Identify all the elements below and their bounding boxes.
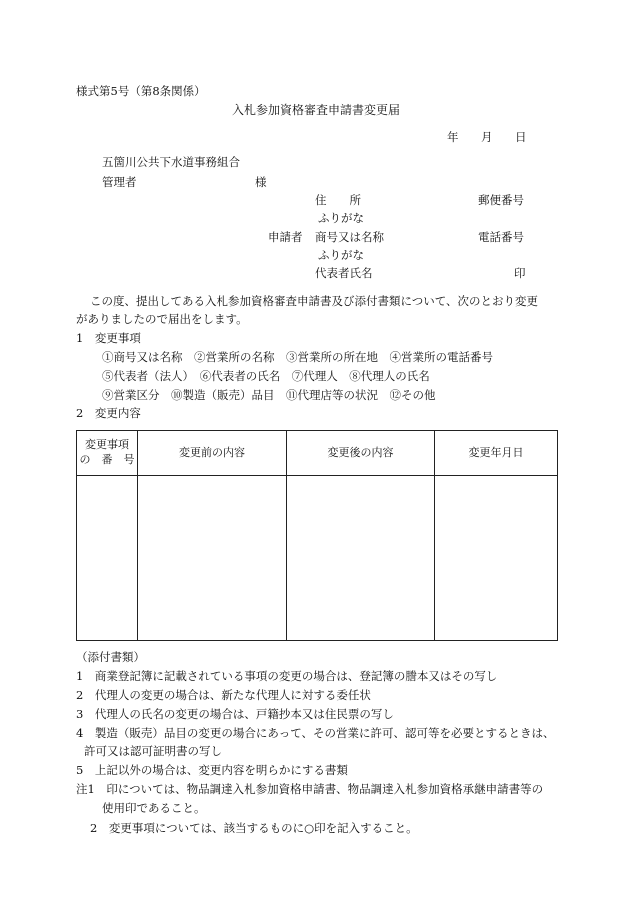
header-item-number-line-2: の 番 号 bbox=[79, 453, 135, 466]
section-1-heading: 1 変更事項 bbox=[76, 331, 141, 345]
date-day: 日 bbox=[515, 130, 527, 144]
applicant-company-label: 商号又は名称 bbox=[315, 230, 384, 244]
applicant-furigana-1: ふりがな bbox=[318, 211, 364, 225]
header-before-content: 変更前の内容 bbox=[138, 431, 287, 476]
recipient-honorific: 様 bbox=[255, 175, 267, 189]
attachment-item-1: 1 商業登記簿に記載されている事項の変更の場合は、登記簿の謄本又はその写し bbox=[76, 669, 498, 683]
change-items-row-3: ⑨営業区分 ⑩製造（販売）品目 ⑪代理店等の状況 ⑫その他 bbox=[102, 388, 436, 402]
header-item-number-line-1: 変更事項 bbox=[85, 438, 129, 452]
note-1-line-2: 使用印であること。 bbox=[102, 801, 206, 815]
table-header-row bbox=[77, 431, 558, 476]
intro-line-2: がありましたので届出をします。 bbox=[76, 312, 248, 326]
applicant-label: 申請者 bbox=[268, 230, 303, 244]
applicant-phone-label: 電話番号 bbox=[478, 230, 524, 244]
recipient-manager: 管理者 bbox=[102, 175, 137, 189]
header-item-number bbox=[77, 431, 138, 476]
note-2: 2 変更事項については、該当するものに○印を記入すること。 bbox=[90, 821, 418, 835]
attachments-heading: （添付書類） bbox=[76, 650, 145, 664]
date-month: 月 bbox=[481, 130, 493, 144]
header-change-date: 変更年月日 bbox=[435, 431, 558, 476]
applicant-representative-label: 代表者氏名 bbox=[315, 266, 373, 280]
cell-before-content[interactable] bbox=[138, 476, 287, 641]
recipient-org: 五箇川公共下水道事務組合 bbox=[102, 155, 240, 169]
change-content-table bbox=[76, 430, 558, 641]
applicant-postal-label: 郵便番号 bbox=[478, 193, 524, 207]
attachment-item-4-line-1: 4 製造（販売）品目の変更の場合にあって、その営業に許可、認可等を必要とするときは、 bbox=[76, 726, 555, 740]
change-items-row-1: ①商号又は名称 ②営業所の名称 ③営業所の所在地 ④営業所の電話番号 bbox=[102, 350, 493, 364]
change-items-row-2: ⑤代表者（法人） ⑥代表者の氏名 ⑦代理人 ⑧代理人の氏名 bbox=[102, 369, 430, 383]
form-number: 様式第5号（第8条関係） bbox=[76, 84, 206, 98]
applicant-furigana-2: ふりがな bbox=[318, 248, 364, 262]
cell-change-date[interactable] bbox=[435, 476, 558, 641]
note-1-line-1: 注1 印については、物品調達入札参加資格申請書、物品調達入札参加資格承継申請書等の bbox=[76, 782, 544, 796]
date-year: 年 bbox=[447, 130, 459, 144]
attachment-item-5: 5 上記以外の場合は、変更内容を明らかにする書類 bbox=[76, 763, 348, 777]
section-2-heading: 2 変更内容 bbox=[76, 406, 141, 420]
attachment-item-2: 2 代理人の変更の場合は、新たな代理人に対する委任状 bbox=[76, 688, 371, 702]
table-row bbox=[77, 476, 558, 641]
attachment-item-4-line-2: 許可又は認可証明書の写し bbox=[84, 744, 222, 758]
cell-after-content[interactable] bbox=[287, 476, 435, 641]
intro-line-1: この度、提出してある入札参加資格審査申請書及び添付書類について、次のとおり変更 bbox=[90, 294, 539, 308]
header-after-content: 変更後の内容 bbox=[287, 431, 435, 476]
seal-mark: 印 bbox=[514, 266, 526, 280]
cell-item-number[interactable] bbox=[77, 476, 138, 641]
applicant-address-label: 住 所 bbox=[315, 193, 361, 207]
document-title: 入札参加資格審査申請書変更届 bbox=[232, 103, 401, 117]
attachment-item-3: 3 代理人の氏名の変更の場合は、戸籍抄本又は住民票の写し bbox=[76, 707, 394, 721]
